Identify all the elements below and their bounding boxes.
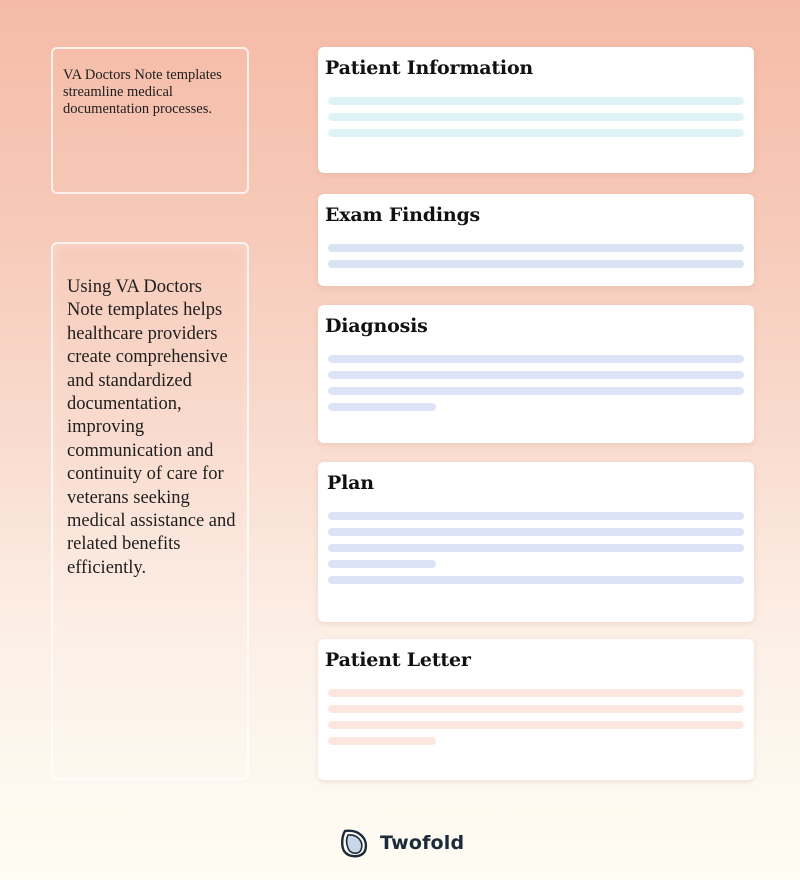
text-placeholder-line <box>328 371 744 379</box>
text-placeholder-line <box>328 689 744 697</box>
text-placeholder-line <box>328 528 744 536</box>
text-placeholder-line <box>328 544 744 552</box>
card-diagnosis <box>318 305 754 443</box>
text-placeholder-line <box>328 129 744 137</box>
text-placeholder-line <box>328 576 744 584</box>
twofold-logo-icon <box>339 827 371 859</box>
brand-logo <box>339 826 464 860</box>
card-plan <box>318 462 754 622</box>
text-placeholder-line <box>328 560 436 568</box>
summary-box <box>51 47 249 194</box>
text-placeholder-line <box>328 512 744 520</box>
detail-box <box>51 242 249 780</box>
text-placeholder-line <box>328 355 744 363</box>
summary-text: VA Doctors Note templates streamline medical documentation processes. <box>63 67 222 117</box>
text-placeholder-line <box>328 387 744 395</box>
card-title-diagnosis: Diagnosis <box>325 315 428 337</box>
text-placeholder-line <box>328 403 436 411</box>
card-title-exam-findings: Exam Findings <box>325 204 481 226</box>
text-placeholder-line <box>328 721 744 729</box>
text-placeholder-line <box>328 113 744 121</box>
text-placeholder-line <box>328 244 744 252</box>
text-placeholder-line <box>328 260 744 268</box>
card-title-patient-letter: Patient Letter <box>325 649 471 671</box>
card-patient-letter <box>318 639 754 780</box>
card-title-patient-information: Patient Information <box>325 57 534 79</box>
card-title-plan: Plan <box>327 472 374 494</box>
text-placeholder-line <box>328 705 744 713</box>
detail-text: Using VA Doctors Note templates helps healthcare providers create comprehensive and standardized documentation, improving communication and continuity of care for veterans seeking medical assistance and related benefits efficiently. <box>67 277 236 578</box>
brand-name: Twofold <box>380 832 465 854</box>
text-placeholder-line <box>328 737 436 745</box>
card-patient-information <box>318 47 754 173</box>
text-placeholder-line <box>328 97 744 105</box>
card-exam-findings <box>318 194 754 286</box>
